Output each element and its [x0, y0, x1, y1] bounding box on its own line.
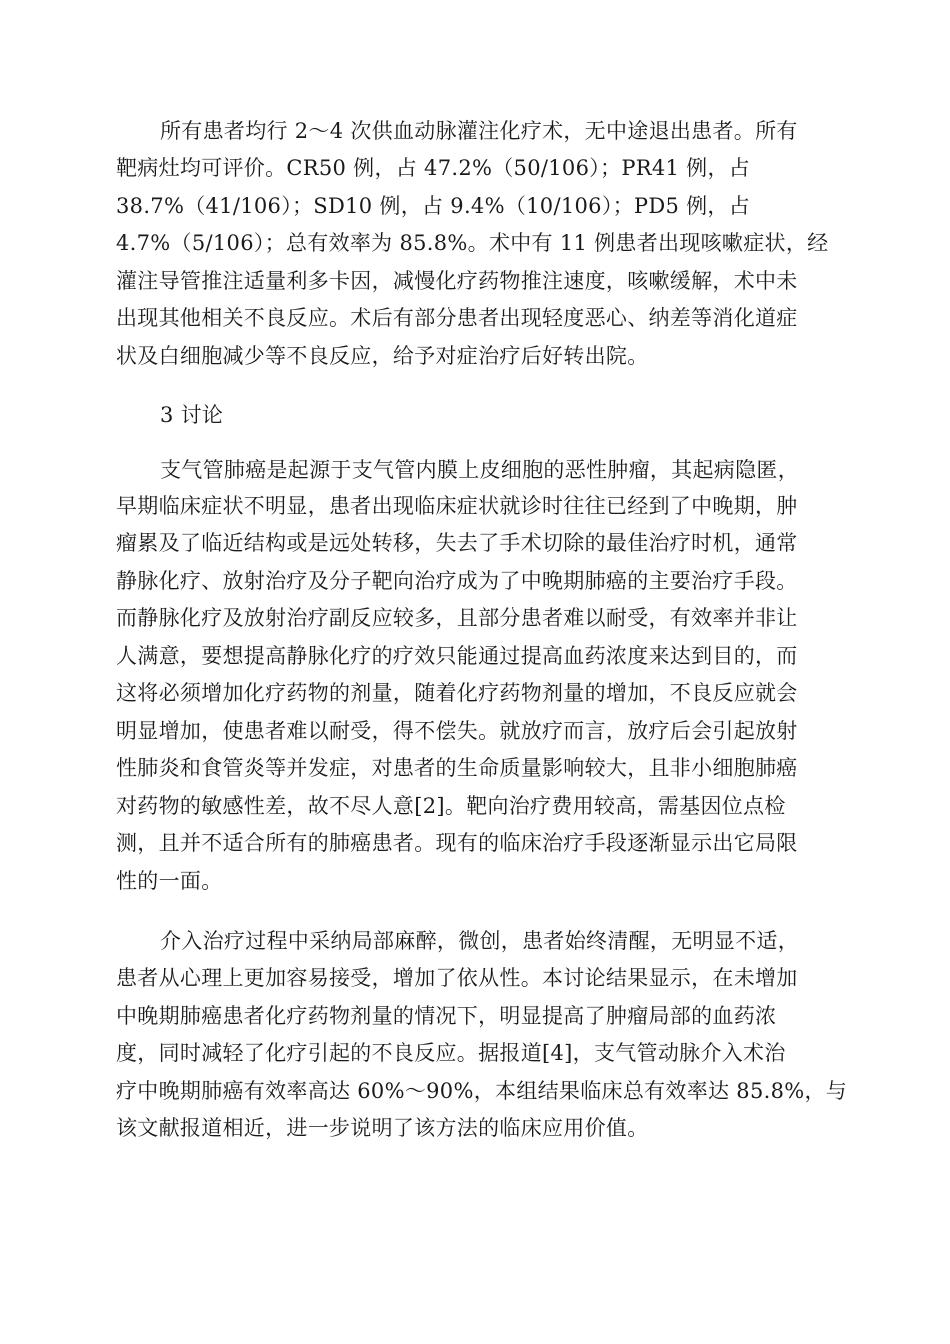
- intervention-line: 疗中晚期肺癌有效率高达 60%～90%，本组结果临床总有效率达 85.8%，与: [116, 1079, 848, 1103]
- discussion-line: 而静脉化疗及放射治疗副反应较多，且部分患者难以耐受，有效率并非让: [116, 606, 798, 630]
- discussion-line: 瘤累及了临近结构或是远处转移，失去了手术切除的最佳治疗时机，通常: [116, 531, 798, 555]
- results-line: 灌注导管推注适量利多卡因，减慢化疗药物推注速度，咳嗽缓解，术中未: [116, 269, 798, 293]
- discussion-line: 明显增加，使患者难以耐受，得不偿失。就放疗而言，放疗后会引起放射: [116, 719, 798, 743]
- results-line: 靶病灶均可评价。CR50 例，占 47.2%（50/106）；PR41 例，占: [116, 156, 751, 180]
- discussion-line: 支气管肺癌是起源于支气管内膜上皮细胞的恶性肿瘤，其起病隐匿，: [160, 458, 799, 482]
- intervention-line: 度，同时减轻了化疗引起的不良反应。据报道[4]，支气管动脉介入术治: [116, 1041, 786, 1065]
- intervention-line: 中晚期肺癌患者化疗药物剂量的情况下，明显提高了肿瘤局部的血药浓: [116, 1004, 777, 1028]
- intervention-line: 患者从心理上更加容易接受，增加了依从性。本讨论结果显示，在未增加: [116, 966, 798, 990]
- discussion-line: 性的一面。: [116, 869, 223, 893]
- results-line: 38.7%（41/106）；SD10 例，占 9.4%（10/106）；PD5 例，占: [116, 194, 751, 218]
- results-line: 状及白细胞减少等不良反应，给予对症治疗后好转出院。: [116, 344, 649, 368]
- discussion-line: 早期临床症状不明显，患者出现临床症状就诊时往往已经到了中晚期，肿: [116, 494, 798, 518]
- intervention-line: 介入治疗过程中采纳局部麻醉，微创，患者始终清醒，无明显不适，: [160, 929, 799, 953]
- results-line: 所有患者均行 2～4 次供血动脉灌注化疗术，无中途退出患者。所有: [160, 119, 798, 143]
- discussion-line: 对药物的敏感性差，故不尽人意[2]。靶向治疗费用较高，需基因位点检: [116, 794, 786, 818]
- discussion-line: 人满意，要想提高静脉化疗的疗效只能通过提高血药浓度来达到目的，而: [116, 644, 798, 668]
- section-heading: 3 讨论: [160, 403, 224, 427]
- discussion-line: 测，且并不适合所有的肺癌患者。现有的临床治疗手段逐渐显示出它局限: [116, 831, 798, 855]
- results-line: 出现其他相关不良反应。术后有部分患者出现轻度恶心、纳差等消化道症: [116, 306, 798, 330]
- discussion-line: 性肺炎和食管炎等并发症，对患者的生命质量影响较大，且非小细胞肺癌: [116, 756, 798, 780]
- discussion-line: 这将必须增加化疗药物的剂量，随着化疗药物剂量的增加，不良反应就会: [116, 681, 798, 705]
- discussion-line: 静脉化疗、放射治疗及分子靶向治疗成为了中晚期肺癌的主要治疗手段。: [116, 569, 798, 593]
- intervention-line: 该文献报道相近，进一步说明了该方法的临床应用价值。: [116, 1116, 649, 1140]
- results-line: 4.7%（5/106）；总有效率为 85.8%。术中有 11 例患者出现咳嗽症状，经: [116, 231, 829, 255]
